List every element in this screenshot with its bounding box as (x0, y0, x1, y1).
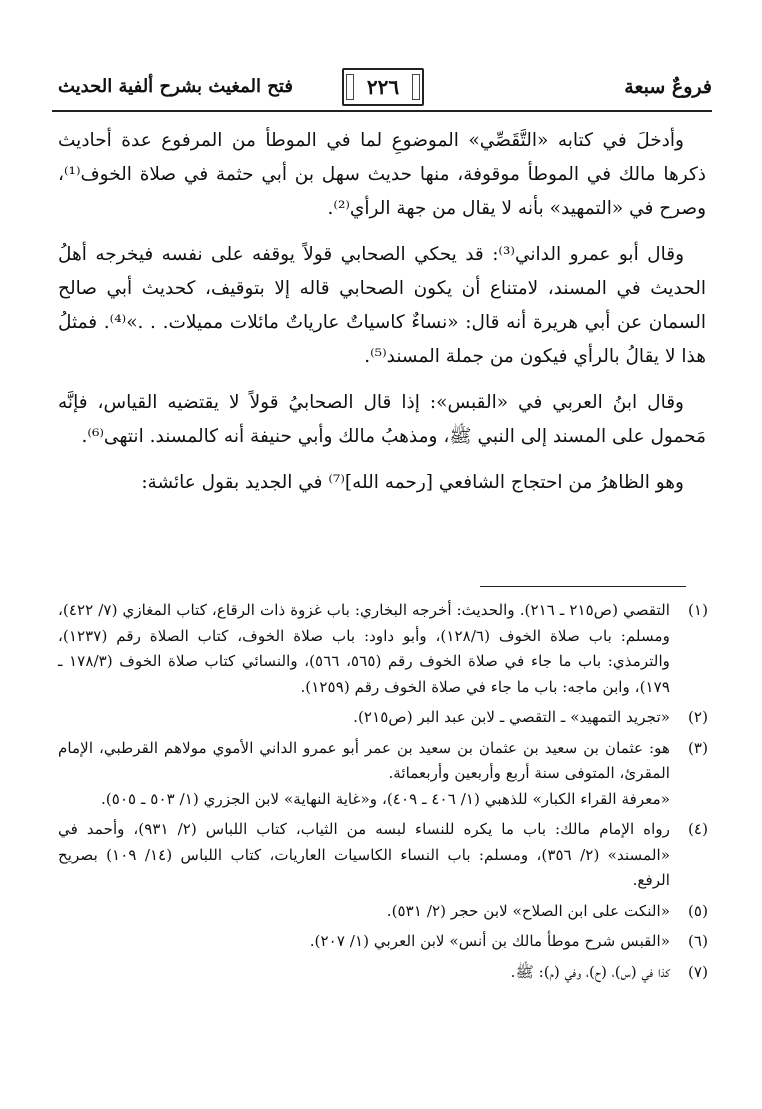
footnote (58, 736, 708, 813)
footnote-line: «النكت على ابن الصلاح» لابن حجر (٢/ ٥٣١). (386, 901, 670, 920)
paragraph: وقال ابنُ العربي في «القبس»: إذا قال الصحابيُ قولاً لا يقتضيه القياس، فإنَّه مَحمول على المسند إلى النبي ﷺ، ومذهبُ مالك وأبي حنيفة أنه كالمسند. انتهى⁽⁶⁾. (58, 392, 706, 447)
footnote-number: (٢) (687, 708, 708, 726)
footnote (58, 899, 708, 925)
footnote-line: كذا في (س)، (ح)، وفي (م): ﷺ. (510, 962, 670, 981)
footnote-text (58, 817, 670, 894)
page-number: ٢٢٦ (342, 68, 424, 106)
paragraph: وأدخلَ في كتابه «التَّقَصِّي» الموضوعِ لما في الموطأ من المرفوع عدة أحاديث ذكرها مالك في الموطأ موقوفة، منها حديث سهل بن أبي حثمة في صلاة الخوف⁽¹⁾، وصرح في «التمهيد» بأنه لا يقال من جهة الرأي⁽²⁾. (58, 130, 706, 219)
footnote-number: (٣) (687, 738, 708, 757)
footnote-number: (١) (687, 601, 708, 619)
paragraph: وهو الظاهرُ من احتجاج الشافعي [رحمه الله]⁽⁷⁾ في الجديد بقول عائشة: (141, 472, 684, 493)
paragraph: وقال أبو عمرو الداني⁽³⁾: قد يحكي الصحابي قولاً يوقفه على نفسه فيخرجه أهلُ الحديث في المسند، لامتناع أن يكون الصحابي قاله إلا بتوقيف، كحديث أبي صالح السمان عن أبي هريرة أنه قال: «نساءٌ كاسياتٌ عارياتٌ مائلات مميلات. . .»⁽⁴⁾. فمثلُ هذا لا يقالُ بالرأي فيكون من جملة المسند⁽⁵⁾. (58, 244, 707, 367)
footnote-line: «معرفة القراء الكبار» للذهبي (١/ ٤٠٦ ـ ٤٠٩)، و«غاية النهاية» لابن الجزري (١/ ٥٠٣ ـ ٥٠٥). (100, 789, 670, 808)
footnotes (58, 598, 708, 990)
footnote-line: رواه الإمام مالك: باب ما يكره للنساء لبسه من الثياب، كتاب اللباس (٢/ ٩٣١)، وأحمد في «المسند» (٢/ ٣٥٦)، ومسلم: باب النساء الكاسيات العاريات، كتاب اللباس (١٤/ ١٠٩) بصريح الرفع. (58, 820, 670, 889)
footnote-divider (480, 586, 686, 587)
footnote-text (58, 960, 670, 986)
footnote-line: «القبس شرح موطأ مالك بن أنس» لابن العربي (١/ ٢٠٧). (309, 932, 670, 950)
footnote (58, 929, 708, 955)
footnote-text (58, 929, 670, 955)
footnote-text (58, 598, 670, 700)
main-text (58, 124, 706, 500)
footnote-text (58, 899, 670, 925)
footnote (58, 960, 708, 986)
footnote (58, 817, 708, 894)
footnote-line: التقصي (ص٢١٥ ـ ٢١٦). والحديث: أخرجه البخاري: باب غزوة ذات الرقاع، كتاب المغازي (٧/ ٤٢٢)، ومسلم: باب صلاة الخوف (١٢٨/٦)، وأبو داود: باب صلاة الخوف، كتاب الصلاة رقم (١٢٣٧)، والترمذي: باب ما جاء في صلاة الخوف رقم (٥٦٥، ٥٦٦)، والنسائي كتاب صلاة الخوف (١٧٨/٣ ـ ١٧٩)، وابن ماجه: باب ما جاء في صلاة الخوف رقم (١٢٥٩). (58, 601, 670, 696)
footnote (58, 705, 708, 731)
footnote-number: (٧) (687, 962, 708, 981)
page-header (52, 66, 712, 112)
book-title: فتح المغيث بشرح ألفية الحديث (58, 76, 293, 97)
footnote (58, 598, 708, 700)
footnote-number: (٤) (687, 820, 708, 838)
footnote-text (58, 705, 670, 731)
footnote-line: «تجريد التمهيد» ـ التقصي ـ لابن عبد البر (ص٢١٥). (353, 708, 670, 726)
section-title: فروعٌ سبعة (624, 76, 712, 98)
footnote-number: (٦) (687, 932, 708, 950)
footnote-text (58, 736, 670, 813)
footnote-number: (٥) (687, 901, 708, 920)
footnote-line: هو: عثمان بن سعيد بن عثمان بن سعيد بن عمر أبو عمرو الداني الأموي مولاهم القرطبي، الإمام المقرئ، المتوفى سنة أربع وأربعين وأربعمائة. (58, 738, 670, 782)
